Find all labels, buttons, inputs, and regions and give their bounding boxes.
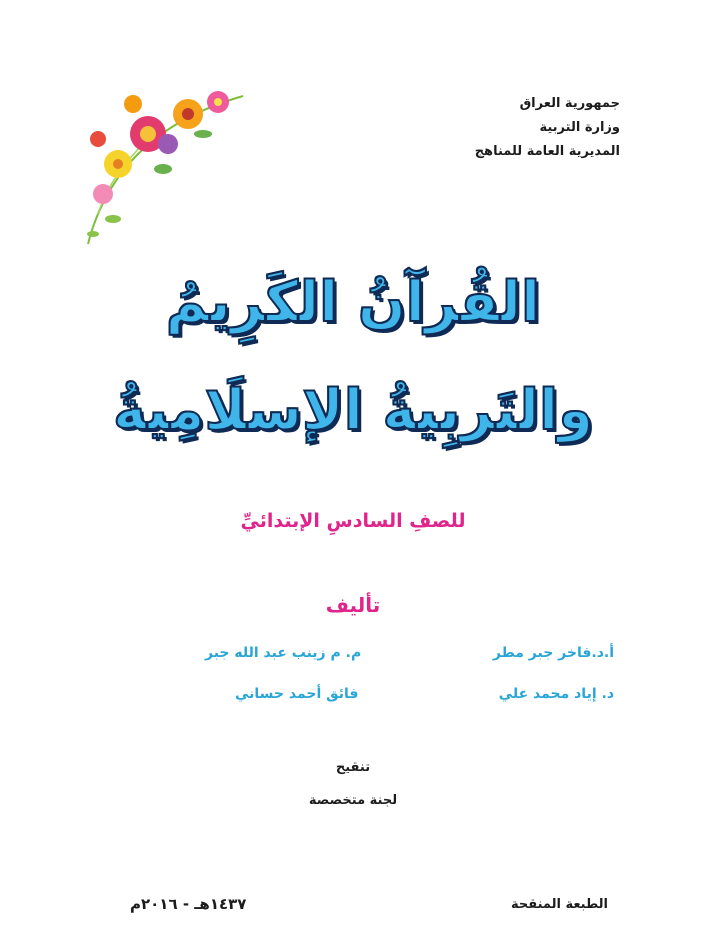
- grade-subtitle: للصفِ السادسِ الإبتدائيِّ: [240, 510, 466, 532]
- author-name: فائق أحمد حساني: [235, 686, 359, 702]
- review-committee: لجنة متخصصة: [308, 793, 398, 808]
- ministry-header: [475, 92, 620, 164]
- book-title-line2: والتَربِيةُ الإسلَامِيةُ: [112, 378, 594, 443]
- header-ministry: وزارة التربية: [539, 120, 620, 135]
- edition-label: الطبعة المنقحة: [510, 897, 608, 912]
- author-name: د. إياد محمد علي: [498, 686, 614, 702]
- floral-corner-decoration: [78, 84, 248, 254]
- author-name: م. م زينب عبد الله جبر: [205, 645, 362, 661]
- header-country: جمهورية العراق: [519, 96, 620, 111]
- author-name: أ.د.فاخر جبر مطر: [492, 645, 614, 661]
- publication-year: ١٤٣٧هـ - ٢٠١٦م: [130, 895, 247, 913]
- authors-heading: تأليف: [325, 593, 381, 617]
- header-directorate: المديرية العامة للمناهج: [474, 144, 620, 159]
- review-label: تنقيح: [335, 760, 371, 775]
- book-title-line1: القُرآنُ الكَرِيمُ: [165, 270, 541, 335]
